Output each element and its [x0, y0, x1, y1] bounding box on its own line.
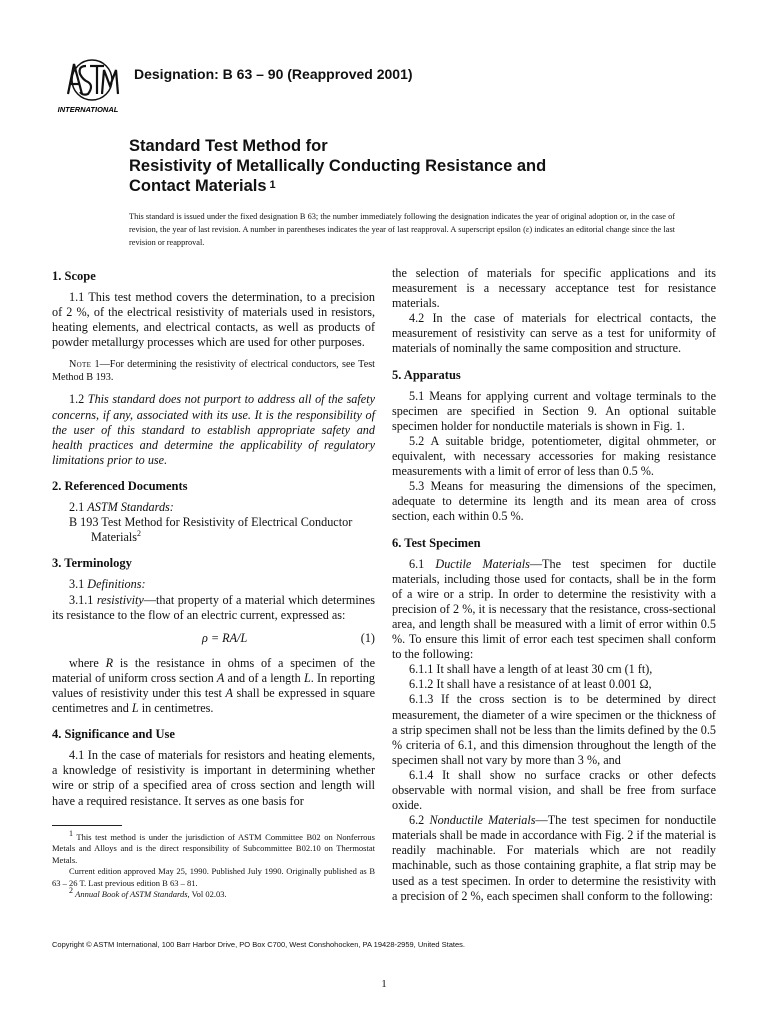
para-6-1-4: 6.1.4 It shall show no surface cracks or other defects observable with normal vision, and shall be free from surface oxide.: [392, 767, 716, 813]
title-line-2: Resistivity of Metallically Conducting Resistance and: [129, 157, 547, 175]
page-number: 1: [381, 978, 387, 990]
equation-text: ρ = RA/L: [202, 630, 248, 645]
para-3-1-1: 3.1.1 resistivity—that property of a material which determines its resistance to the flow of an electric current, expressed as:: [52, 592, 376, 622]
note-1: Note 1—For determining the resistivity of electrical conductors, see Test Method B 193.: [52, 359, 376, 384]
para-5-3: 5.3 Means for measuring the dimensions of the specimen, adequate to determine its length and its mean area of cross section, each within 0.5 %.: [392, 479, 716, 524]
section-test-specimen-heading: 6. Test Specimen: [392, 535, 481, 550]
footnote-1: $^1$ This test method is under the jurisdiction of ASTM Committee B02 on Nonferrous Metals and Alloys and is the direct responsibility of Subcommittee B02.10 on Thermostat Metals.: [52, 828, 375, 865]
logo-text: INTERNATIONAL: [57, 105, 119, 114]
para-6-1-2: 6.1.2 It shall have a resistance of at least 0.001 Ω,: [409, 677, 652, 692]
para-4-1-cont: the selection of materials for specific applications and its measurement is a necessary acceptance test for resistance materials.: [392, 266, 716, 311]
footnote-divider: [52, 825, 122, 826]
standard-notice: This standard is issued under the fixed designation B 63; the number immediately following the designation indicates the year of original adoption or, in the case of revision, the year of last revision. A number in parentheses indicates the year of last reapproval. A superscript epsilon (ε) indicates an editorial change since the last revision or reapproval.: [129, 212, 675, 247]
section-scope-heading: 1. Scope: [52, 269, 96, 283]
para-1-1: 1.1 This test method covers the determination, to a precision of 2 %, of the electrical resistivity of materials used in resistors, heating elements, and electrical contacts, as well as products of powder metallurgy processes which are used for other purposes.: [52, 290, 375, 350]
title-footnote-mark: 1: [269, 179, 276, 191]
footnote-2: $^2$ Annual Book of ASTM Standards, Vol 02.03.: [69, 886, 227, 900]
section-apparatus-heading: 5. Apparatus: [392, 367, 461, 382]
para-1-2: 1.2 This standard does not purport to address all of the safety concerns, if any, associated with its use. It is the responsibility of the user of this standard to establish appropriate safety and health practices and determine the applicability of regulatory limitations prior to use.: [52, 392, 375, 467]
equation-1: [52, 631, 375, 646]
para-where: where R is the resistance in ohms of a specimen of the material of uniform cross section A and of a length L. In reporting values of resistivity under this test A shall be expressed in square centimetres and L in centimetres.: [52, 655, 375, 716]
para-6-1-1: 6.1.1 It shall have a length of at least 30 cm (1 ft),: [409, 662, 653, 677]
title-line-3: Contact Materials $^1$: [129, 177, 276, 195]
footnotes: [52, 828, 375, 901]
title-line-1: Standard Test Method for: [129, 137, 328, 155]
para-6-2: 6.2 Nonductile Materials—The test specimen for nonductile materials shall be made in accordance with Fig. 2 if the material is readily machinable. For materials which are not readily machinable, such as those containing graphite, a flat strip may be used as a test specimen. In order to determine the resistivity with a precision of 2 %, each specimen shall conform to the following:: [392, 813, 717, 903]
left-column: [52, 266, 375, 901]
astm-logo-icon: [56, 54, 122, 116]
footnote-1-edition: Current edition approved May 25, 1990. Published July 1990. Originally published as B 63 – 26 T. Last previous edition B 63 – 81.: [52, 866, 375, 888]
para-5-2: 5.2 A suitable bridge, potentiometer, digital ohmmeter, or equivalent, with necessary accessories for making resistance measurements with a limit of error of less than 0.5 %.: [392, 433, 716, 479]
copyright-footer: Copyright © ASTM International, 100 Barr Harbor Drive, PO Box C700, West Conshohocken, PA 19428-2959, United States.: [52, 940, 465, 949]
section-referenced-documents-heading: 2. Referenced Documents: [52, 478, 188, 493]
para-6-1: 6.1 Ductile Materials—The test specimen for ductile materials, including those used for contacts, shall be in the form of a wire or a strip. In order to determine the resistivity with a precision of 2 %, it is necessary that the resistance, cross-sectional area, and length shall be measured with a limit of error within 0.5 %. To ensure this limit of error each test specimen shall conform to the following:: [392, 556, 716, 662]
para-4-2: 4.2 In the case of materials for electrical contacts, the measurement of resistivity can serve as a test for uniformity of materials of nominally the same composition and structure.: [392, 311, 716, 356]
section-terminology-heading: 3. Terminology: [52, 556, 132, 571]
reference-b193: B 193 Test Method for Resistivity of Electrical Conductor: [69, 515, 353, 530]
astm-logo: [56, 54, 122, 116]
right-column: [392, 266, 716, 904]
section-significance-heading: 4. Significance and Use: [52, 727, 175, 742]
para-4-1: 4.1 In the case of materials for resistors and heating elements, a knowledge of resistivity is important in determining whether wire or strip of a specified area of cross section and length will have a required resistance. It serves as one basis for: [52, 748, 375, 808]
para-2-1: 2.1 ASTM Standards:: [69, 500, 174, 515]
document-title: [129, 136, 689, 198]
para-6-1-3: 6.1.3 If the cross section is to be determined by direct measurement, the diameter of a wire specimen or the thickness of a strip specimen shall not be less than the limits defined by the 0.5 % criteria of 6.1, and this dimension throughout the length of the specimen shall not vary by more than 3 %, and: [392, 692, 716, 767]
reference-b193-cont: Materials$^2$: [91, 529, 142, 545]
para-5-1: 5.1 Means for applying current and voltage terminals to the specimen are specified in Section 9. An optional suitable specimen holder for nonductile materials is shown in Fig. 1.: [392, 388, 716, 433]
para-3-1: 3.1 Definitions:: [69, 577, 146, 592]
equation-number: (1): [360, 630, 375, 645]
designation: Designation: B 63 – 90 (Reapproved 2001): [134, 66, 413, 82]
